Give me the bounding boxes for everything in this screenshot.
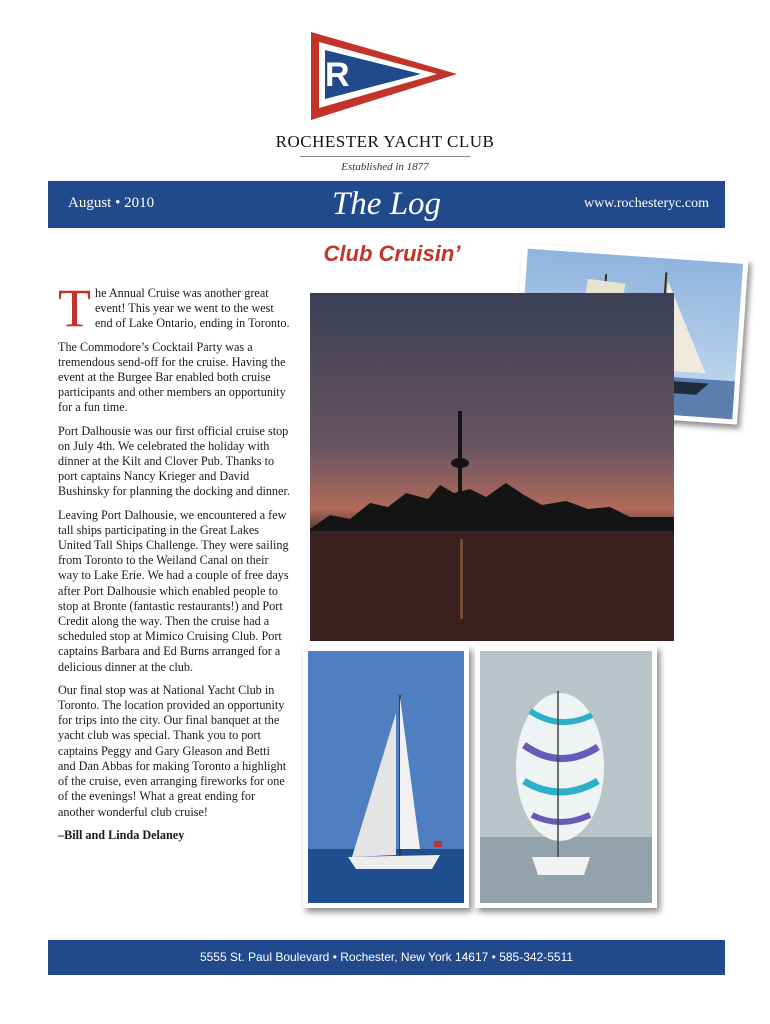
article-paragraph-4: Leaving Port Dalhousie, we encountered a few tall ships participating in the Great Lakes United Tall Ships Challenge. They were sailing from Toronto to the Weiland Canal on their way to Lake Erie. We had a couple of free days after Port Dalhousie which enabled people to stop at Bronte (fantastic restaurants!) and Port Credit along the way. Then the cruise had a scheduled stop at Mimico Cruising Club. Port captains Barbara and Ed Burns arranged for a delicious dinner at the club.	[58, 507, 289, 674]
club-name: ROCHESTER YACHT CLUB	[275, 132, 495, 151]
article-paragraph-2: The Commodore’s Cocktail Party was a tremendous send-off for the cruise. Having the event at the Burgee Bar enabled both cruise participants and other members an opportunity for a fun time.	[58, 339, 286, 415]
article-byline: –Bill and Linda Delaney	[58, 827, 185, 842]
masthead-divider	[300, 156, 470, 157]
newsletter-banner	[48, 181, 725, 228]
established-tagline: Established in 1877	[341, 161, 429, 173]
club-burgee-logo	[305, 28, 465, 128]
article-headline: Club Cruisin’	[323, 241, 461, 266]
photo-sailboat-spinnaker	[475, 646, 657, 908]
issue-date: August • 2010	[68, 195, 155, 211]
logo-letter: R	[325, 56, 350, 94]
website-link[interactable]: www.rochesteryc.com	[583, 196, 709, 211]
drop-cap: T	[58, 278, 91, 338]
article-paragraph-1: The Annual Cruise was another great event! This year we went to the west end of Lake Ontario, ending in Toronto.	[58, 278, 290, 338]
article-paragraph-5: Our final stop was at National Yacht Club in Toronto. The location provided an opportunity for trips into the city. Our final banquet at the yacht club was special. Thank you to port captains Peggy and Gary Gleason and Betti and Dan Abbas for making Toronto a highlight of the cruise, even arranging fireworks for one of the evenings! What a great ending for another wonderful club cruise!	[58, 682, 287, 819]
photo-sailboat-white	[303, 646, 469, 908]
article-paragraph-3: Port Dalhousie was our first official cruise stop on July 4th. We celebrated the holiday with dinner at the Kilt and Clover Pub. Thanks to port captains Nancy Krieger and David Bushinsky for planning the docking and dinner.	[58, 423, 290, 499]
photo-toronto-skyline	[310, 293, 674, 641]
newsletter-title: The Log	[331, 186, 442, 222]
footer-address-bar: 5555 St. Paul Boulevard • Rochester, New York 14617 • 585-342-5511	[48, 940, 725, 975]
article-body	[58, 278, 290, 851]
